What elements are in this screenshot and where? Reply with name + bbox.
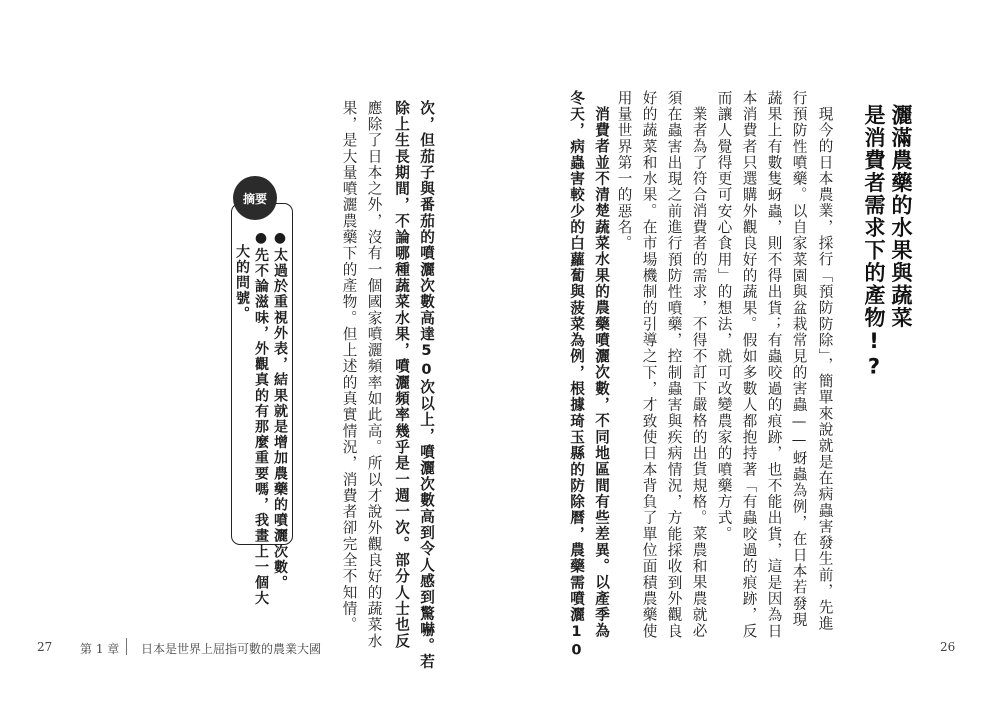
body-column: 好的蔬菜和水果。在市場機制的引導之下，才致使日本背負了單位面積農藥使 bbox=[640, 90, 658, 640]
left-page-number: 27 bbox=[37, 640, 53, 654]
body-column: 應除了日本之外，沒有一個國家噴灑頻率如此高。所以才說外觀良好的蔬菜水 bbox=[365, 100, 383, 650]
chapter-label: 第 1 章 bbox=[80, 642, 120, 656]
right-page-number: 26 bbox=[940, 640, 956, 654]
summary-bullet: ●太過於重視外表，結果就是增加農藥的噴灑次數。 bbox=[272, 230, 288, 591]
body-column: 果，是大量噴灑農藥下的產物。但上述的真實情況，消費者卻完全不知情。 bbox=[340, 100, 358, 633]
body-column: 行預防性噴藥。以自家菜園與盆栽常見的害蟲——蚜蟲為例，在日本若發現 bbox=[790, 90, 808, 628]
body-column: 而讓人覺得更可安心食用」的想法，就可改變農家的噴藥方式。 bbox=[715, 90, 733, 543]
summary-bullet: ●先不論滋味，外觀真的有那麼重要嗎，我畫上一個大 bbox=[253, 230, 269, 607]
emphasis-column: 除上生長期間，不論哪種蔬菜水果，噴灑頻率幾乎是一週一次。部分人士也反 bbox=[393, 100, 410, 650]
summary-bullet: 大的問號。 bbox=[234, 244, 250, 322]
body-column: 用量世界第一的惡名。 bbox=[615, 90, 633, 252]
body-column: 業者為了符合消費者的需求，不得不訂下嚴格的出貨規格。菜農和果農就必 bbox=[690, 106, 708, 639]
emphasis-column: 消費者並不清楚蔬菜水果的農藥噴灑次數，不同地區間有些差異。以產季為 bbox=[593, 106, 610, 639]
summary-tag bbox=[233, 176, 277, 220]
emphasis-column: 冬天，病蟲害較少的白蘿蔔與菠菜為例，根據琦玉縣的防除曆，農藥需噴灑10 bbox=[568, 90, 585, 661]
footer-divider bbox=[126, 638, 127, 655]
summary-tag-label: 摘要 bbox=[242, 191, 267, 206]
title-line-2: 是消費者需求下的產物!? bbox=[862, 104, 886, 380]
chapter-title: 日本是世界上屈指可數的農業大國 bbox=[141, 642, 322, 656]
body-column: 蔬果上有數隻蚜蟲，則不得出貨；有蟲咬過的痕跡，也不能出貨，這是因為日 bbox=[765, 90, 783, 640]
emphasis-column: 次，但茄子與番茄的噴灑次數高達50次以上，噴灑次數高到令人感到驚嚇。若 bbox=[418, 100, 435, 671]
title-line-1: 灑滿農藥的水果與蔬菜 bbox=[889, 104, 913, 329]
body-column: 須在蟲害出現之前進行預防性噴藥，控制蟲害與疾病情況，方能採收到外觀良 bbox=[665, 90, 683, 640]
body-column: 本消費者只選購外觀良好的蔬果。假如多數人都抱持著「有蟲咬過的痕跡，反 bbox=[740, 90, 758, 640]
body-column: 現今的日本農業，採行「預防防除」，簡單來說就是在病蟲害發生前，先進 bbox=[816, 106, 834, 632]
